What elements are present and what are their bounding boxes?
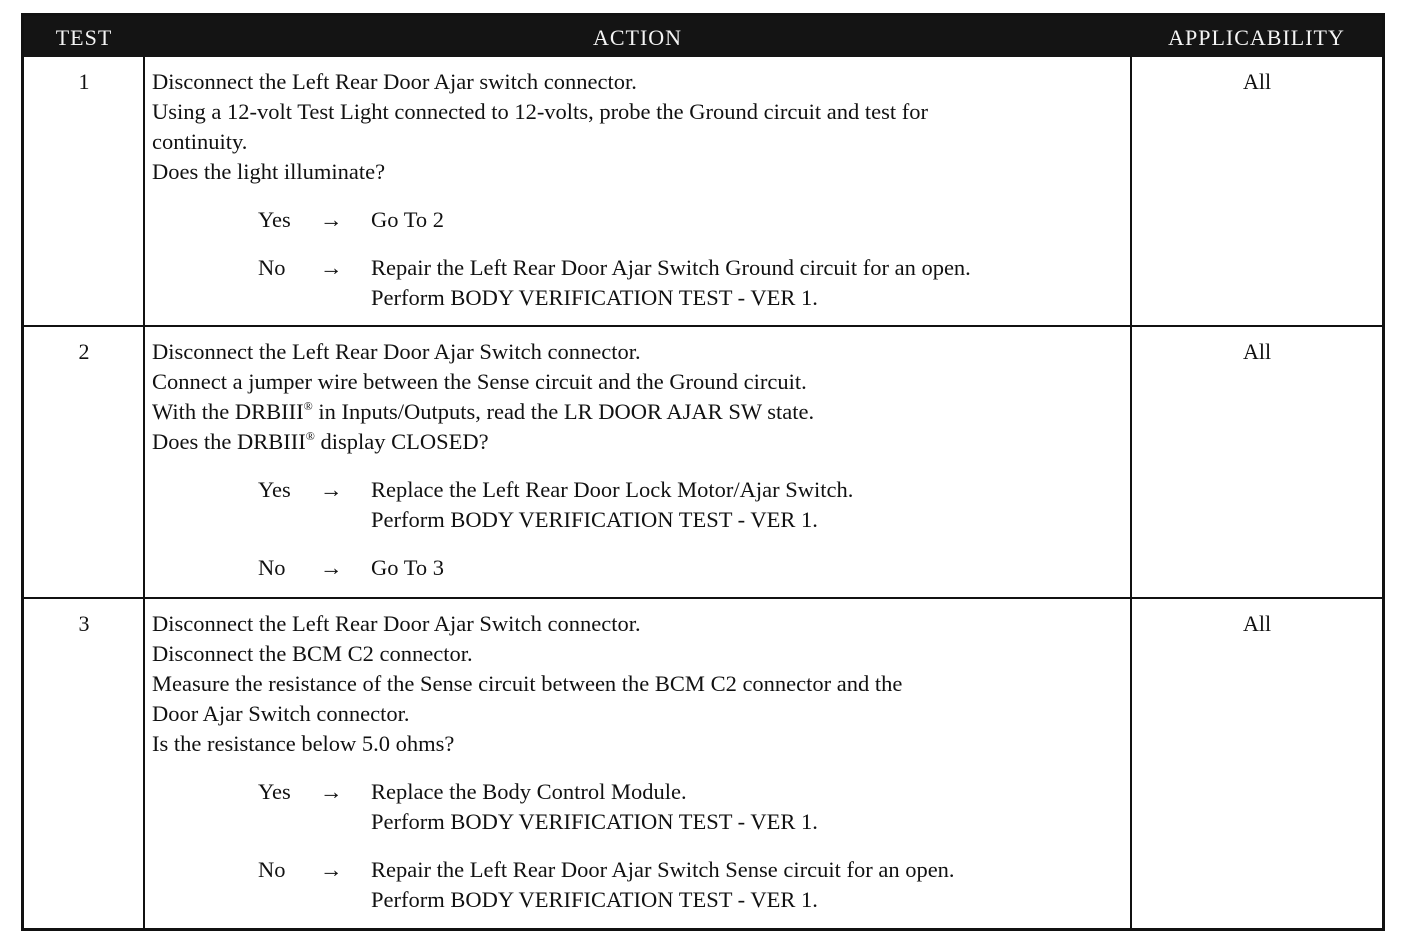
yes-result: Go To 2 — [371, 207, 445, 232]
arrow-icon: → — [320, 477, 343, 502]
no-result: Perform BODY VERIFICATION TEST - VER 1. — [371, 285, 818, 310]
no-label: No — [258, 857, 286, 882]
no-option — [152, 855, 1128, 915]
yes-label: Yes — [258, 477, 291, 502]
header-applicability: APPLICABILITY — [1168, 25, 1345, 50]
applicability-cell: All — [1242, 339, 1272, 364]
no-result: Repair the Left Rear Door Ajar Switch Sense circuit for an open. — [371, 857, 955, 882]
no-label: No — [258, 255, 286, 280]
yes-option — [152, 205, 1128, 235]
yes-result: Perform BODY VERIFICATION TEST - VER 1. — [371, 809, 818, 834]
test-number: 2 — [78, 339, 90, 364]
arrow-icon: → — [320, 857, 343, 882]
action-line: With the DRBIII® in Inputs/Outputs, read the LR DOOR AJAR SW state. — [152, 399, 815, 424]
action-cell — [152, 67, 1128, 313]
action-line: Does the light illuminate? — [152, 159, 386, 184]
applicability-cell: All — [1242, 611, 1272, 636]
action-line: Measure the resistance of the Sense circuit between the BCM C2 connector and the — [152, 671, 903, 696]
no-label: No — [258, 555, 286, 580]
action-cell — [152, 337, 1128, 583]
yes-option — [152, 475, 1128, 535]
action-line: Does the DRBIII® display CLOSED? — [152, 429, 489, 454]
no-option — [152, 253, 1128, 313]
action-line: Is the resistance below 5.0 ohms? — [152, 731, 455, 756]
diagnostic-table — [21, 13, 1385, 931]
yes-result: Replace the Body Control Module. — [371, 779, 687, 804]
test-number: 3 — [78, 611, 90, 636]
arrow-icon: → — [320, 255, 343, 280]
arrow-icon: → — [320, 555, 343, 580]
table-header — [24, 16, 1382, 57]
registered-mark: ® — [303, 399, 313, 413]
action-line: Disconnect the Left Rear Door Ajar Switch connector. — [152, 611, 641, 636]
action-line: Connect a jumper wire between the Sense circuit and the Ground circuit. — [152, 369, 807, 394]
action-cell — [152, 609, 1128, 915]
arrow-icon: → — [320, 779, 343, 804]
yes-result: Perform BODY VERIFICATION TEST - VER 1. — [371, 507, 818, 532]
action-line: Door Ajar Switch connector. — [152, 701, 410, 726]
table-row — [24, 57, 1382, 325]
action-line: Disconnect the Left Rear Door Ajar switch connector. — [152, 69, 637, 94]
header-test: TEST — [55, 25, 113, 50]
table-row — [24, 599, 1382, 928]
yes-result: Replace the Left Rear Door Lock Motor/Ajar Switch. — [371, 477, 854, 502]
no-result: Repair the Left Rear Door Ajar Switch Ground circuit for an open. — [371, 255, 971, 280]
test-number: 1 — [78, 69, 90, 94]
arrow-icon: → — [320, 207, 343, 232]
table-row — [24, 327, 1382, 597]
action-line: continuity. — [152, 129, 248, 154]
action-line: Disconnect the BCM C2 connector. — [152, 641, 473, 666]
yes-option — [152, 777, 1128, 837]
applicability-cell: All — [1242, 69, 1272, 94]
no-result: Go To 3 — [371, 555, 445, 580]
action-line: Using a 12-volt Test Light connected to 12-volts, probe the Ground circuit and test for — [152, 99, 928, 124]
no-result: Perform BODY VERIFICATION TEST - VER 1. — [371, 887, 818, 912]
registered-mark: ® — [305, 429, 315, 443]
no-option — [152, 553, 1128, 583]
yes-label: Yes — [258, 207, 291, 232]
header-action: ACTION — [592, 25, 683, 50]
action-line: Disconnect the Left Rear Door Ajar Switch connector. — [152, 339, 641, 364]
yes-label: Yes — [258, 779, 291, 804]
